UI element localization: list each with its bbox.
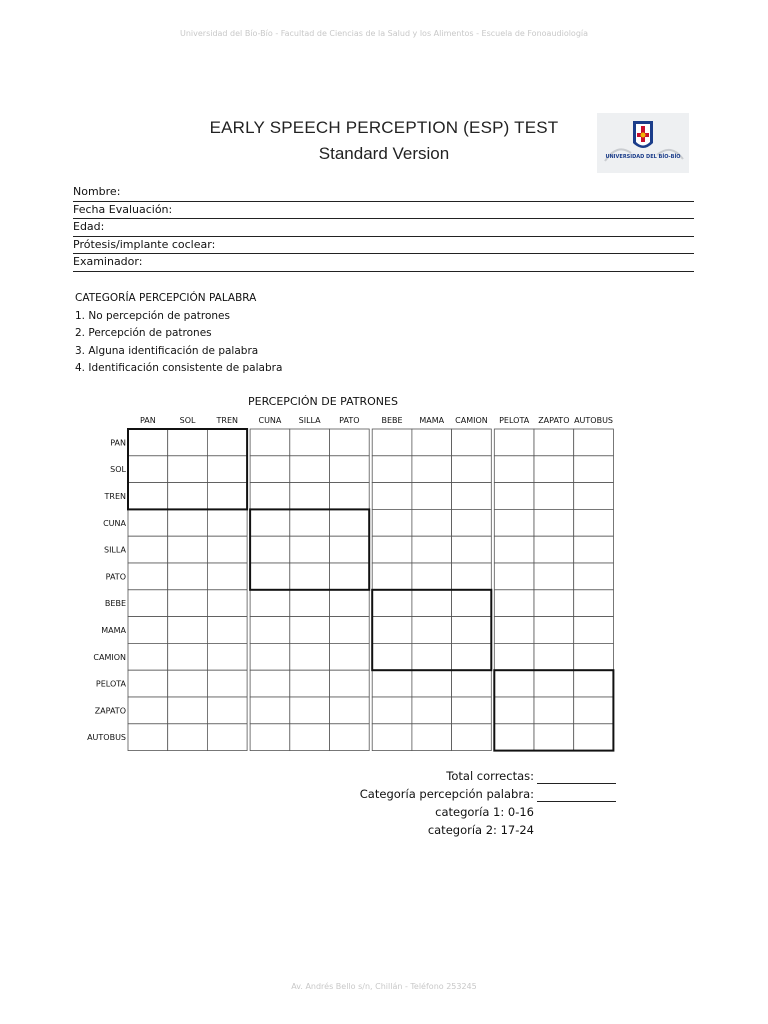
grid-cell[interactable] bbox=[452, 536, 492, 563]
grid-cell[interactable] bbox=[207, 456, 247, 483]
grid-cell[interactable] bbox=[330, 617, 370, 644]
grid-cell[interactable] bbox=[452, 590, 492, 617]
row-header: ZAPATO bbox=[94, 706, 126, 716]
grid-cell[interactable] bbox=[128, 697, 168, 724]
grid-cell[interactable] bbox=[412, 536, 452, 563]
grid-cell[interactable] bbox=[207, 724, 247, 751]
grid-cell[interactable] bbox=[207, 429, 247, 456]
grid-title: PERCEPCIÓN DE PATRONES bbox=[248, 395, 398, 408]
grid-cell[interactable] bbox=[250, 697, 290, 724]
category-result-label: Categoría percepción palabra: bbox=[359, 787, 534, 801]
field-fecha-evaluacion[interactable]: Fecha Evaluación: bbox=[73, 202, 694, 220]
grid-cell[interactable] bbox=[330, 590, 370, 617]
grid-cell[interactable] bbox=[207, 643, 247, 670]
grid-cell[interactable] bbox=[290, 483, 330, 510]
grid-cell[interactable] bbox=[574, 590, 614, 617]
grid-cell[interactable] bbox=[128, 724, 168, 751]
grid-cell[interactable] bbox=[128, 563, 168, 590]
column-header: AUTOBUS bbox=[574, 416, 614, 425]
grid-cell[interactable] bbox=[574, 563, 614, 590]
grid-cell[interactable] bbox=[534, 697, 574, 724]
grid-cell[interactable] bbox=[412, 643, 452, 670]
grid-cell[interactable] bbox=[372, 590, 412, 617]
grid-cell[interactable] bbox=[412, 456, 452, 483]
grid-cell[interactable] bbox=[452, 483, 492, 510]
column-header: PATO bbox=[339, 416, 360, 425]
row-header: CUNA bbox=[103, 518, 126, 528]
grid-cell[interactable] bbox=[452, 509, 492, 536]
grid-cell[interactable] bbox=[207, 483, 247, 510]
grid-cell[interactable] bbox=[128, 670, 168, 697]
grid-cell[interactable] bbox=[494, 670, 534, 697]
field-edad[interactable]: Edad: bbox=[73, 219, 694, 237]
grid-cell[interactable] bbox=[207, 590, 247, 617]
grid-cell[interactable] bbox=[330, 509, 370, 536]
page-subtitle: Standard Version bbox=[318, 144, 450, 163]
grid-cell[interactable] bbox=[452, 697, 492, 724]
grid-cell[interactable] bbox=[452, 617, 492, 644]
grid-cell[interactable] bbox=[168, 697, 208, 724]
grid-cell[interactable] bbox=[290, 563, 330, 590]
field-protesis[interactable]: Prótesis/implante coclear: bbox=[73, 237, 694, 255]
field-examinador[interactable]: Examinador: bbox=[73, 254, 694, 272]
grid-cell[interactable] bbox=[128, 617, 168, 644]
logo-text: UNIVERSIDAD DEL BÍO-BÍO bbox=[605, 154, 681, 160]
total-correct-label: Total correctas: bbox=[446, 769, 534, 783]
grid-cell[interactable] bbox=[128, 536, 168, 563]
grid-cell[interactable] bbox=[494, 563, 534, 590]
grid-cell[interactable] bbox=[574, 724, 614, 751]
grid-cell[interactable] bbox=[372, 509, 412, 536]
grid-cell[interactable] bbox=[330, 697, 370, 724]
category-item: 1. No percepción de patrones bbox=[75, 309, 230, 322]
grid-cell[interactable] bbox=[207, 617, 247, 644]
grid-cell[interactable] bbox=[494, 617, 534, 644]
column-header: PAN bbox=[139, 416, 156, 425]
grid-cell[interactable] bbox=[452, 429, 492, 456]
grid-cell[interactable] bbox=[330, 456, 370, 483]
grid-cell[interactable] bbox=[128, 590, 168, 617]
grid-cell[interactable] bbox=[372, 429, 412, 456]
grid-cell[interactable] bbox=[207, 563, 247, 590]
row-header: SOL bbox=[110, 465, 126, 475]
grid-cell[interactable] bbox=[574, 536, 614, 563]
row-header: SILLA bbox=[103, 545, 126, 555]
grid-cell[interactable] bbox=[494, 724, 534, 751]
grid-cell[interactable] bbox=[452, 643, 492, 670]
category-heading: CATEGORÍA PERCEPCIÓN PALABRA bbox=[75, 292, 257, 304]
grid-cell[interactable] bbox=[290, 429, 330, 456]
column-header: CUNA bbox=[258, 416, 282, 425]
grid-cell[interactable] bbox=[290, 509, 330, 536]
total-correct-line[interactable] bbox=[537, 783, 616, 784]
grid-cell[interactable] bbox=[574, 697, 614, 724]
grid-cell[interactable] bbox=[330, 643, 370, 670]
grid-cell[interactable] bbox=[290, 724, 330, 751]
grid-cell[interactable] bbox=[250, 590, 290, 617]
grid-cell[interactable] bbox=[128, 429, 168, 456]
grid-cell[interactable] bbox=[250, 536, 290, 563]
grid-cell[interactable] bbox=[574, 670, 614, 697]
grid-cell[interactable] bbox=[574, 617, 614, 644]
grid-cell[interactable] bbox=[534, 536, 574, 563]
grid-cell[interactable] bbox=[250, 724, 290, 751]
grid-cell[interactable] bbox=[168, 563, 208, 590]
page-header: Universidad del Bío-Bío - Facultad de Ciencias de la Salud y los Alimentos - Escuela de Fonoaudiología bbox=[179, 29, 589, 38]
category-2-row bbox=[300, 821, 616, 839]
field-nombre[interactable]: Nombre: bbox=[73, 184, 694, 202]
grid-cell[interactable] bbox=[494, 643, 534, 670]
grid-cell[interactable] bbox=[290, 670, 330, 697]
grid-cell[interactable] bbox=[250, 509, 290, 536]
grid-cell[interactable] bbox=[290, 456, 330, 483]
total-correct-row bbox=[300, 767, 616, 785]
grid-cell[interactable] bbox=[372, 617, 412, 644]
grid-cell[interactable] bbox=[412, 617, 452, 644]
grid-cell[interactable] bbox=[168, 643, 208, 670]
grid-cell[interactable] bbox=[534, 483, 574, 510]
grid-cell[interactable] bbox=[290, 590, 330, 617]
grid-cell[interactable] bbox=[372, 563, 412, 590]
category-result-line[interactable] bbox=[537, 801, 616, 802]
grid-cell[interactable] bbox=[452, 563, 492, 590]
column-header: TREN bbox=[216, 416, 238, 425]
grid-cell[interactable] bbox=[290, 643, 330, 670]
grid-cell[interactable] bbox=[330, 536, 370, 563]
grid-cell[interactable] bbox=[534, 429, 574, 456]
page-footer: Av. Andrés Bello s/n, Chillán - Teléfono 253245 bbox=[291, 982, 477, 991]
grid-cell[interactable] bbox=[207, 536, 247, 563]
grid-cell[interactable] bbox=[250, 670, 290, 697]
grid-cell[interactable] bbox=[330, 483, 370, 510]
grid-cell[interactable] bbox=[494, 590, 534, 617]
grid-cell[interactable] bbox=[494, 483, 534, 510]
grid-cell[interactable] bbox=[207, 697, 247, 724]
grid-cell[interactable] bbox=[534, 724, 574, 751]
grid-cell[interactable] bbox=[534, 617, 574, 644]
totals-section bbox=[300, 767, 616, 839]
column-header: CAMION bbox=[455, 416, 488, 425]
grid-cell[interactable] bbox=[128, 456, 168, 483]
grid-cell[interactable] bbox=[330, 563, 370, 590]
grid-cell[interactable] bbox=[250, 429, 290, 456]
grid-cell[interactable] bbox=[207, 509, 247, 536]
row-header: PAN bbox=[110, 438, 126, 448]
grid-cell[interactable] bbox=[534, 456, 574, 483]
grid-cell[interactable] bbox=[128, 643, 168, 670]
grid-cell[interactable] bbox=[534, 643, 574, 670]
grid-cell[interactable] bbox=[452, 670, 492, 697]
row-header: BEBE bbox=[104, 599, 126, 609]
category-item: 2. Percepción de patrones bbox=[75, 327, 212, 339]
grid-cell[interactable] bbox=[534, 670, 574, 697]
grid-cell[interactable] bbox=[574, 429, 614, 456]
grid-cell[interactable] bbox=[494, 697, 534, 724]
grid-cell[interactable] bbox=[372, 643, 412, 670]
grid-cell[interactable] bbox=[250, 563, 290, 590]
row-header: PATO bbox=[105, 572, 126, 582]
column-header: PELOTA bbox=[499, 416, 530, 425]
grid-cell[interactable] bbox=[412, 483, 452, 510]
grid-cell[interactable] bbox=[412, 429, 452, 456]
grid-cell[interactable] bbox=[250, 643, 290, 670]
category-2-label: categoría 2: 17-24 bbox=[427, 823, 534, 837]
grid-cell[interactable] bbox=[290, 536, 330, 563]
grid-cell[interactable] bbox=[372, 483, 412, 510]
row-header: AUTOBUS bbox=[87, 733, 126, 743]
grid-cell[interactable] bbox=[412, 590, 452, 617]
grid-cell[interactable] bbox=[168, 724, 208, 751]
row-header: PELOTA bbox=[95, 679, 126, 689]
grid-cell[interactable] bbox=[168, 456, 208, 483]
grid-cell[interactable] bbox=[494, 536, 534, 563]
category-1-label: categoría 1: 0-16 bbox=[435, 805, 534, 819]
column-header: BEBE bbox=[381, 416, 403, 425]
column-header: SOL bbox=[179, 416, 196, 425]
grid-cell[interactable] bbox=[494, 456, 534, 483]
grid-cell[interactable] bbox=[412, 697, 452, 724]
grid-cell[interactable] bbox=[372, 697, 412, 724]
page-title: EARLY SPEECH PERCEPTION (ESP) TEST bbox=[209, 118, 559, 137]
grid-cell[interactable] bbox=[452, 724, 492, 751]
category-1-row bbox=[300, 803, 616, 821]
grid-cell[interactable] bbox=[168, 483, 208, 510]
grid-cell[interactable] bbox=[372, 670, 412, 697]
grid-cell[interactable] bbox=[574, 509, 614, 536]
grid-cell[interactable] bbox=[412, 563, 452, 590]
grid-cell[interactable] bbox=[452, 456, 492, 483]
grid-cell[interactable] bbox=[168, 536, 208, 563]
grid-cell[interactable] bbox=[168, 670, 208, 697]
grid-cell[interactable] bbox=[168, 509, 208, 536]
grid-cell[interactable] bbox=[412, 509, 452, 536]
grid-cell[interactable] bbox=[290, 697, 330, 724]
grid-cell[interactable] bbox=[207, 670, 247, 697]
grid-cell[interactable] bbox=[412, 670, 452, 697]
grid-cell[interactable] bbox=[330, 670, 370, 697]
column-header: ZAPATO bbox=[538, 416, 570, 425]
grid-cell[interactable] bbox=[574, 456, 614, 483]
grid-cell[interactable] bbox=[330, 724, 370, 751]
grid-cell[interactable] bbox=[250, 456, 290, 483]
grid-cell[interactable] bbox=[494, 429, 534, 456]
grid-cell[interactable] bbox=[534, 563, 574, 590]
grid-cell[interactable] bbox=[534, 590, 574, 617]
grid-cell[interactable] bbox=[574, 483, 614, 510]
row-header: TREN bbox=[104, 492, 126, 501]
grid-cell[interactable] bbox=[372, 456, 412, 483]
grid-cell[interactable] bbox=[250, 483, 290, 510]
grid-cell[interactable] bbox=[574, 643, 614, 670]
row-header: MAMA bbox=[101, 626, 126, 635]
grid-cell[interactable] bbox=[412, 724, 452, 751]
grid-cell[interactable] bbox=[330, 429, 370, 456]
category-result-row bbox=[300, 785, 616, 803]
grid-cell[interactable] bbox=[290, 617, 330, 644]
grid-cell[interactable] bbox=[168, 590, 208, 617]
grid-cell[interactable] bbox=[168, 617, 208, 644]
grid-cell[interactable] bbox=[494, 509, 534, 536]
grid-cell[interactable] bbox=[534, 509, 574, 536]
category-item: 4. Identificación consistente de palabra bbox=[75, 362, 283, 374]
row-header: CAMION bbox=[93, 652, 126, 662]
grid-cell[interactable] bbox=[128, 483, 168, 510]
category-item: 3. Alguna identificación de palabra bbox=[75, 344, 259, 357]
grid-cell[interactable] bbox=[128, 509, 168, 536]
grid-cell[interactable] bbox=[372, 536, 412, 563]
grid-cell[interactable] bbox=[250, 617, 290, 644]
grid-cell[interactable] bbox=[168, 429, 208, 456]
grid-cell[interactable] bbox=[372, 724, 412, 751]
column-header: SILLA bbox=[298, 416, 321, 425]
column-header: MAMA bbox=[419, 416, 445, 425]
